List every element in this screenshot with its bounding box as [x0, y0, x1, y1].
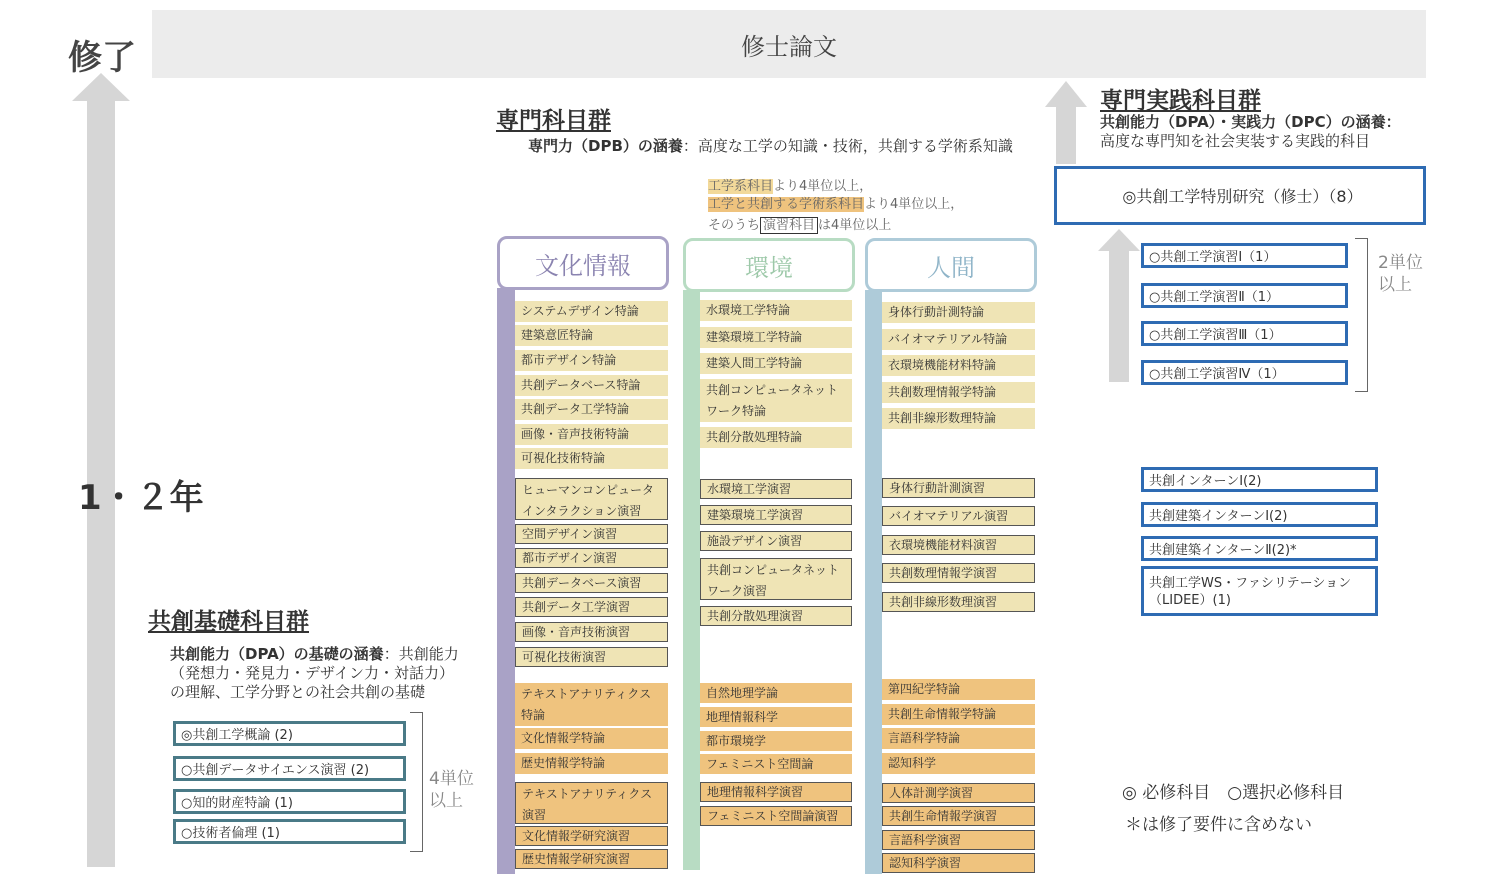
culture-lecture-item: システムデザイン特論 [515, 301, 668, 322]
culture-o-practice-item: 歴史情報学研究演習 [515, 849, 668, 869]
left-arrow-head-icon [72, 73, 130, 101]
culture-lecture-item: 都市デザイン特論 [515, 350, 668, 371]
human-o-practice-item: 人体計測学演習 [882, 783, 1035, 803]
culture-practice-item [515, 478, 668, 520]
foundation-title: 共創基礎科目群 [148, 609, 309, 635]
human-o-lecture-item: 言語科学特論 [882, 728, 1035, 749]
practice-desc: 共創能力（DPA）・実践力（DPC）の涵養： 高度な専門知を社会実装する実践的科目 [1100, 113, 1401, 150]
env-o-lecture-item: 地理情報科学 [700, 707, 852, 727]
culture-lecture-item: 共創データ工学特論 [515, 399, 668, 420]
culture-practice-item-line: インタラクション演習 [522, 504, 642, 518]
practice-title: 専門実践科目群 [1100, 88, 1261, 114]
human-practice-item: 衣環境機能材料演習 [882, 535, 1035, 555]
foundation-bracket [410, 712, 423, 852]
culture-lecture-item: 可視化技術特論 [515, 448, 668, 469]
intern-4: 共創工学WS・ファシリテーション （LIDEE）(1) [1141, 566, 1378, 616]
research-course: ◎共創工学特別研究（修士）（8） [1054, 166, 1426, 225]
seminar-1: ○共創工学演習Ⅰ（1） [1141, 243, 1348, 268]
env-lecture-item: 建築人間工学特論 [700, 353, 852, 374]
human-lecture-item: 共創数理情報学特論 [882, 382, 1035, 403]
seminar-bracket [1355, 238, 1368, 392]
culture-lecture-item: 建築意匠特論 [515, 325, 668, 346]
env-o-lecture-item: フェミニスト空間論 [700, 754, 852, 774]
human-o-practice-item: 共創生命情報学演習 [882, 806, 1035, 826]
practice-arrow-shaft [1056, 106, 1076, 164]
specialized-requirement: 工学系科目より4単位以上， 工学と共創する学術系科目より4単位以上， そのうち 演習科目 は4単位以上 [708, 179, 964, 233]
env-o-practice-item: フェミニスト空間論演習 [700, 806, 852, 826]
thesis-label: 修士論文 [741, 32, 837, 61]
intern-1: 共創インターンⅠ(2) [1141, 467, 1378, 492]
human-o-lecture-item: 第四紀学特論 [882, 679, 1035, 700]
human-practice-item: バイオマテリアル演習 [882, 506, 1035, 526]
foundation-course-2: ○共創データサイエンス演習 (2) [173, 756, 406, 781]
culture-lecture-item: 共創データベース特論 [515, 375, 668, 396]
culture-o-lecture-item: 歴史情報学特論 [515, 753, 668, 774]
human-o-practice-item: 言語科学演習 [882, 830, 1035, 850]
column-env-bar [683, 290, 700, 870]
env-practice-item-line: ワーク演習 [707, 584, 768, 598]
culture-practice-item: 都市デザイン演習 [515, 548, 668, 568]
culture-o-practice-item: 文化情報学研究演習 [515, 826, 668, 846]
foundation-note: 4単位 以上 [429, 769, 474, 811]
env-practice-item: 建築環境工学演習 [700, 505, 852, 525]
foundation-course-3: ○知的財産特論 (1) [173, 789, 406, 814]
practice-arrow-head-icon [1045, 81, 1087, 107]
culture-o-lecture-item-line: テキストアナリティクス [521, 687, 652, 701]
column-env-head: 環境 [683, 238, 855, 292]
column-culture-head: 文化情報 [497, 236, 669, 290]
env-lecture-item: 建築環境工学特論 [700, 327, 852, 348]
env-practice-item [700, 558, 852, 600]
culture-o-practice-item-line: 演習 [522, 808, 547, 822]
human-practice-item: 共創非線形数理演習 [882, 592, 1035, 612]
legend-line-2: ＊は修了要件に含めない [1125, 815, 1312, 835]
env-practice-item-line: 共創コンピュータネット [707, 563, 840, 577]
culture-practice-item: 画像・音声技術演習 [515, 622, 668, 642]
seminar-note: 2単位 以上 [1378, 253, 1423, 295]
column-culture-bar [497, 288, 515, 874]
human-lecture-item: 身体行動計測特論 [882, 302, 1035, 323]
completion-label: 修了 [68, 38, 136, 78]
legend-line-1: ◎ 必修科目 ○選択必修科目 [1122, 783, 1345, 803]
culture-practice-item: 共創データベース演習 [515, 573, 668, 593]
human-lecture-item: 共創非線形数理特論 [882, 408, 1035, 429]
human-o-lecture-item: 共創生命情報学特論 [882, 704, 1035, 725]
specialized-desc: 専門力（DPB）の涵養：高度な工学の知識・技術，共創する学術系知識 [528, 137, 1013, 155]
culture-practice-item-line: ヒューマンコンピュータ [522, 483, 655, 497]
foundation-desc: 共創能力（DPA）の基礎の涵養：共創能力 （発想力・発見力・デザイン力・対話力） の理解、工学分野との社会共創の基礎 [170, 645, 459, 701]
culture-o-lecture-item [515, 683, 668, 726]
human-o-lecture-item: 認知科学 [882, 753, 1035, 774]
human-practice-item: 身体行動計測演習 [882, 478, 1035, 498]
culture-o-lecture-item: 文化情報学特論 [515, 728, 668, 749]
culture-lecture-item: 画像・音声技術特論 [515, 424, 668, 445]
seminar-arrow-head-icon [1098, 229, 1140, 251]
column-human-head: 人間 [865, 238, 1037, 292]
seminar-4: ○共創工学演習Ⅳ（1） [1141, 360, 1348, 385]
env-practice-item: 水環境工学演習 [700, 479, 852, 499]
human-lecture-item: バイオマテリアル特論 [882, 329, 1035, 350]
intern-2: 共創建築インターンⅠ(2) [1141, 502, 1378, 527]
env-lecture-item: 水環境工学特論 [700, 300, 852, 321]
env-lecture-item-line: ワーク特論 [706, 404, 767, 418]
culture-practice-item: 共創データ工学演習 [515, 597, 668, 617]
culture-practice-item: 空間デザイン演習 [515, 524, 668, 544]
culture-practice-item: 可視化技術演習 [515, 647, 668, 667]
seminar-3: ○共創工学演習Ⅲ（1） [1141, 321, 1348, 346]
culture-o-practice-item [515, 782, 668, 824]
culture-o-practice-item-line: テキストアナリティクス [522, 787, 653, 801]
env-o-lecture-item: 都市環境学 [700, 731, 852, 751]
env-practice-item: 施設デザイン演習 [700, 531, 852, 551]
human-o-practice-item: 認知科学演習 [882, 853, 1035, 873]
foundation-course-1: ◎共創工学概論 (2) [173, 721, 406, 746]
env-lecture-item-line: 共創コンピュータネット [706, 383, 839, 397]
seminar-arrow-shaft [1109, 250, 1129, 382]
foundation-course-4: ○技術者倫理 (1) [173, 819, 406, 844]
specialized-title: 専門科目群 [496, 108, 611, 134]
years-label: 1・２年 [78, 478, 204, 518]
column-human-bar [865, 290, 882, 874]
thesis-bar [152, 10, 1426, 78]
seminar-2: ○共創工学演習Ⅱ（1） [1141, 283, 1348, 308]
env-practice-item: 共創分散処理演習 [700, 606, 852, 626]
env-o-practice-item: 地理情報科学演習 [700, 782, 852, 802]
human-practice-item: 共創数理情報学演習 [882, 563, 1035, 583]
env-lecture-item: 共創分散処理特論 [700, 427, 852, 448]
culture-o-lecture-item-line: 特論 [521, 708, 546, 722]
intern-3: 共創建築インターンⅡ(2)* [1141, 536, 1378, 561]
env-o-lecture-item: 自然地理学論 [700, 683, 852, 703]
human-lecture-item: 衣環境機能材料特論 [882, 355, 1035, 376]
env-lecture-item [700, 379, 852, 422]
